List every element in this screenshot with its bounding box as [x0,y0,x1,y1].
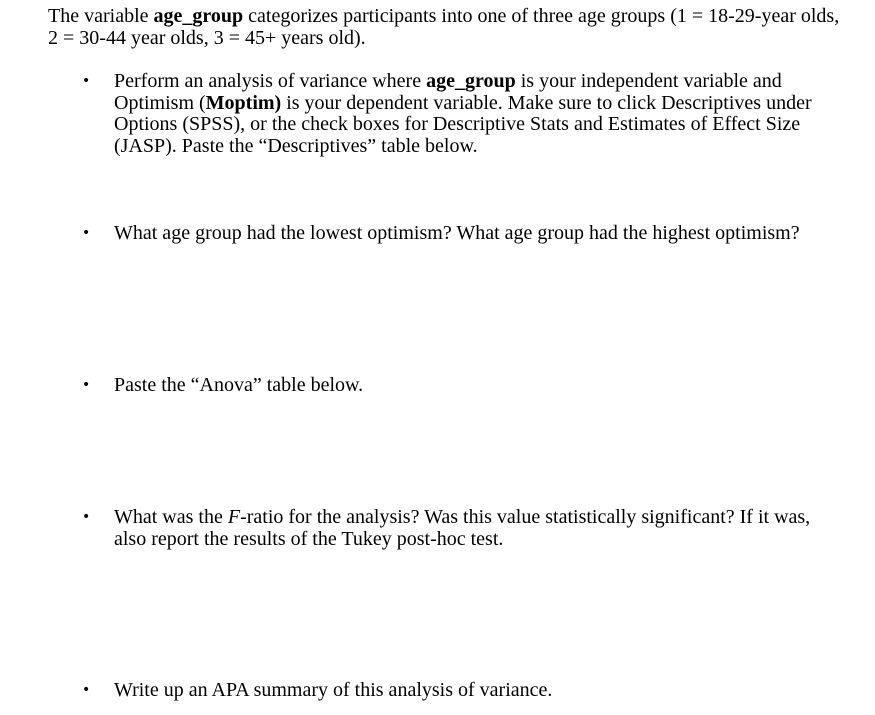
question-text-part: -ratio for the analysis? Was this value statistically significant? If it was, also report the results of the Tukey post-hoc test. [114,506,811,550]
question-bold-variable: Moptim) [205,91,282,114]
bullet-icon: • [82,225,91,241]
intro-variable-name: age_group [153,5,244,27]
question-text: Write up an APA summary of this analysis of variance. [114,679,553,701]
intro-prefix: The variable [48,5,154,27]
bullet-icon: • [82,509,91,525]
question-text-part: Perform an analysis of variance where [114,70,427,92]
bullet-icon: • [82,682,91,698]
question-italic-symbol: F [227,506,241,528]
question-bold-variable: age_group [426,70,516,92]
bullet-icon: • [82,377,91,393]
intro-suffix: categorizes participants into one of three age groups (1 = 18-29-year olds, 2 = 30-44 year olds, 3 = 45+ years old). [48,5,840,49]
question-text [114,507,838,550]
question-text-part: is your dependent variable. Make sure to click Descriptives under Options (SPSS), or the check boxes for Descriptive Stats and Estimates of Effect Size (JASP). Paste the “Descriptives” table below. [114,91,812,157]
bullet-icon: • [82,73,91,89]
intro-paragraph [48,6,848,49]
question-text [114,71,838,157]
question-text: What age group had the lowest optimism? What age group had the highest optimism? [114,222,800,244]
question-text-part: is your independent variable and Optimism ( [114,70,782,114]
question-text-part: What was the [114,506,228,528]
question-text: Paste the “Anova” table below. [114,374,364,396]
